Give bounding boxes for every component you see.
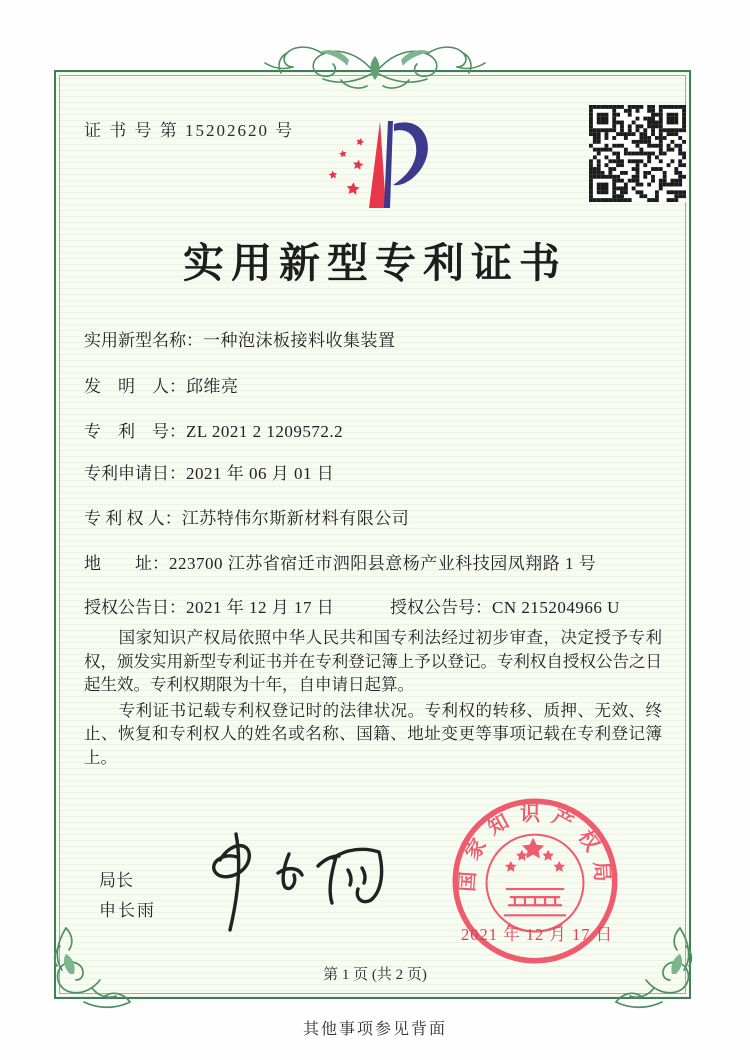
- certificate-number: 证 书 号 第 15202620 号: [84, 121, 295, 140]
- field-value: CN 215204966 U: [492, 598, 620, 617]
- field-label: 发 明 人：: [84, 377, 186, 396]
- legal-paragraph-1: 国家知识产权局依照中华人民共和国专利法经过初步审查，决定授予专利权，颁发实用新型专利证书并在专利登记簿上予以登记。专利权自授权公告之日起生效。专利权期限为十年，自申请日起算。: [84, 628, 662, 694]
- legal-paragraph-2: 专利证书记载专利权登记时的法律状况。专利权的转移、质押、无效、终止、恢复和专利权人的姓名或名称、国籍、地址变更等事项记载在专利登记簿上。: [84, 700, 662, 767]
- field-label: 实用新型名称：: [84, 331, 203, 350]
- field-value: 223700 江苏省宿迁市泗阳县意杨产业科技园凤翔路 1 号: [169, 554, 597, 573]
- field-value: 江苏特伟尔斯新材料有限公司: [181, 509, 410, 528]
- field-value: ZL 2021 2 1209572.2: [186, 422, 344, 441]
- legal-text: [84, 626, 662, 771]
- field-row-inventor: [84, 372, 239, 397]
- field-label: 专 利 号：: [84, 422, 186, 441]
- field-row-patent-number: [84, 417, 343, 442]
- field-row-patentee: [84, 504, 409, 529]
- field-value: 2021 年 06 月 01 日: [186, 464, 335, 483]
- field-row-invention-name: [84, 326, 396, 351]
- field-label: 授权公告号：: [390, 598, 492, 617]
- back-side-note: 其他事项参见背面: [302, 1021, 447, 1038]
- seal-date: 2021 年 12 月 17 日: [461, 925, 614, 944]
- field-row-application-date: [84, 459, 334, 484]
- certificate-title: 实用新型专利证书: [183, 240, 567, 286]
- field-row-address: [84, 549, 596, 574]
- agency-seal-icon: [424, 770, 646, 992]
- field-label: 授权公告日：: [84, 598, 186, 617]
- field-label: 地 址：: [84, 554, 169, 573]
- field-value: 一种泡沫板接料收集装置: [203, 331, 396, 350]
- seal-agency-text: 国家知识产权局: [456, 803, 614, 893]
- field-value: 邱维亮: [186, 377, 239, 396]
- qr-code-icon: [589, 105, 686, 202]
- officer-title: 局长: [99, 871, 133, 890]
- officer-name: 申长雨: [99, 901, 156, 920]
- field-row-grant: [84, 593, 620, 618]
- page-number: 第 1 页 (共 2 页): [323, 967, 427, 983]
- field-label: 专利申请日：: [84, 464, 186, 483]
- field-label: 专 利 权 人：: [84, 509, 182, 528]
- cnipa-logo-icon: [296, 110, 448, 216]
- field-value: 2021 年 12 月 17 日: [186, 598, 335, 617]
- director-signature-icon: [190, 828, 402, 938]
